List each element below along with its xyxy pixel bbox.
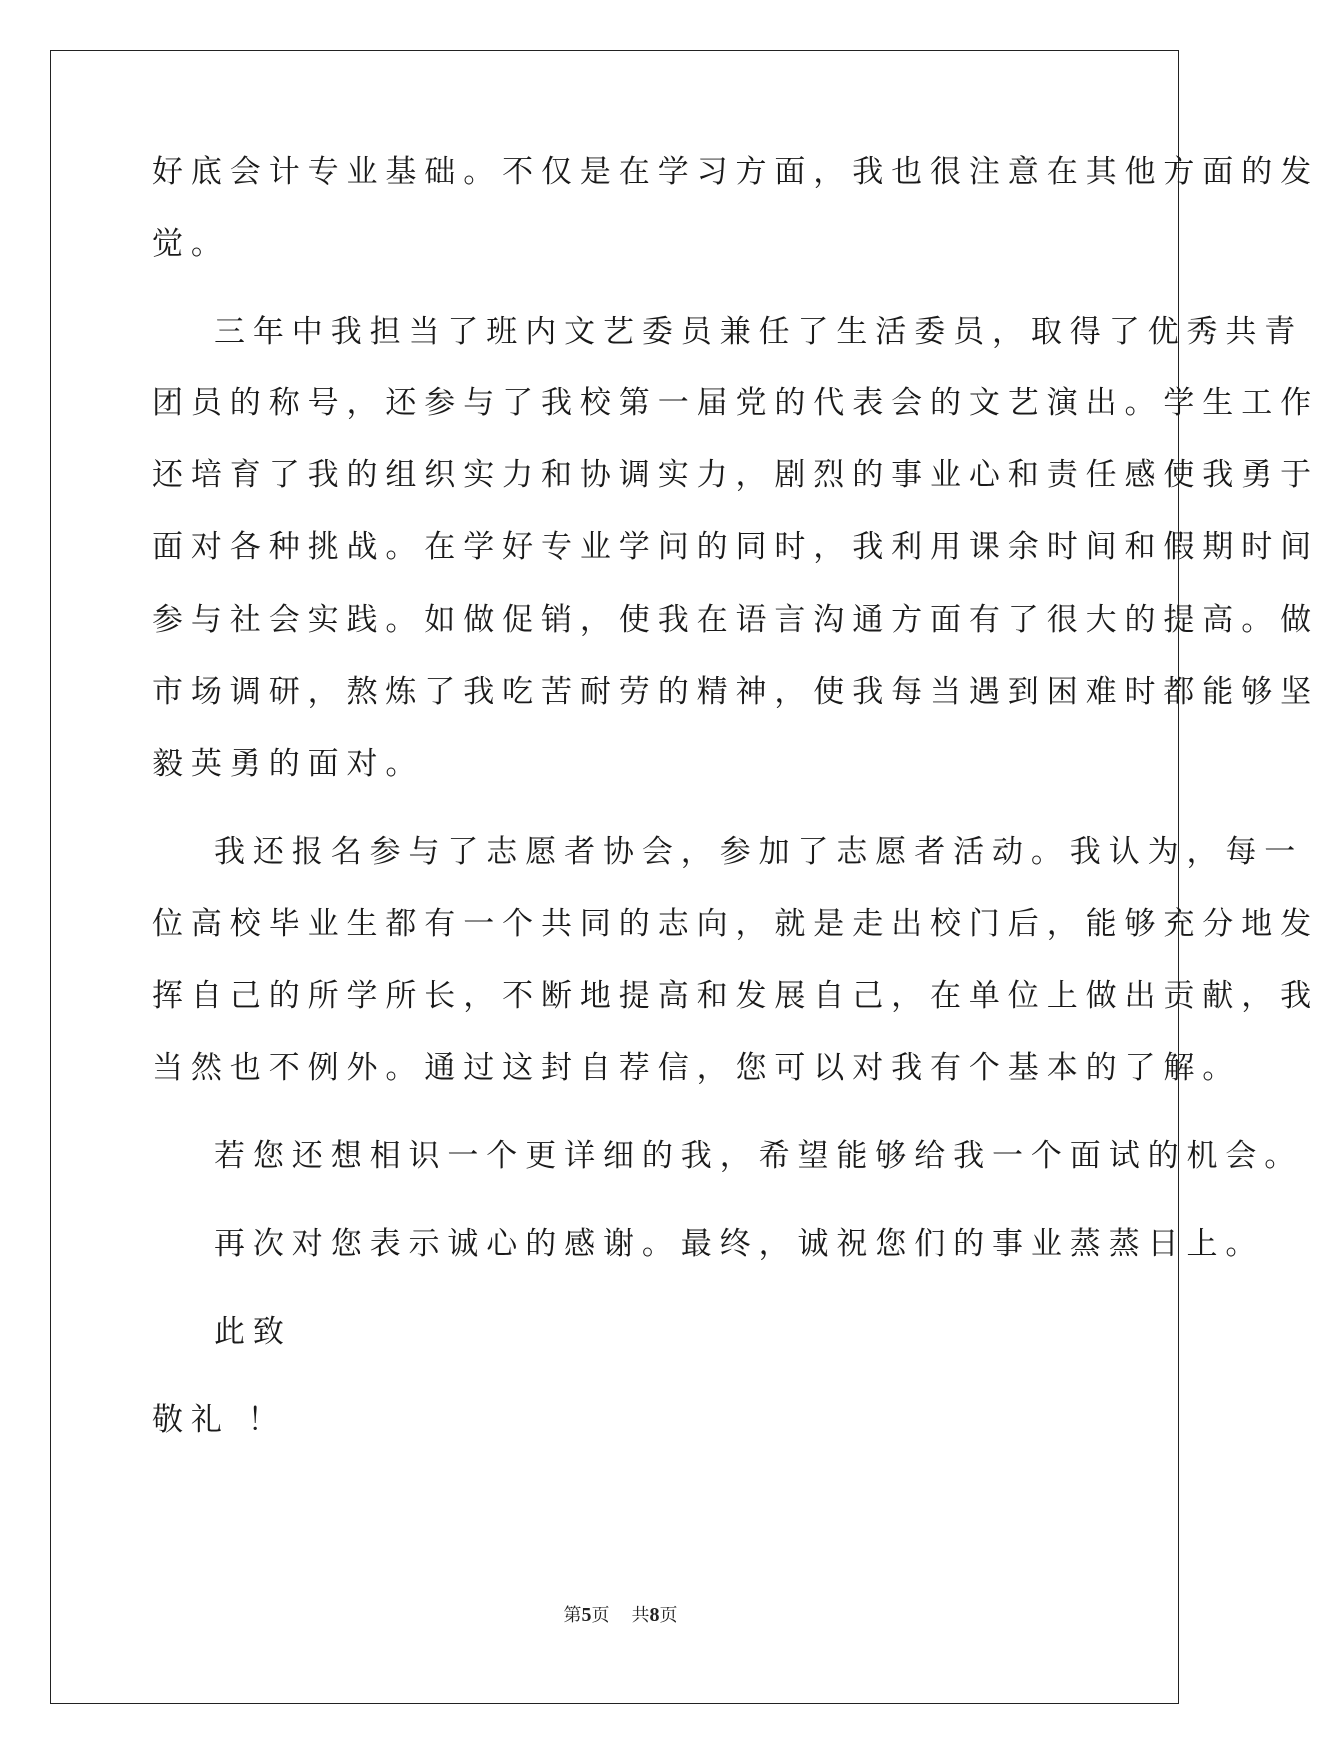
text-line: 市场调研，熬炼了我吃苦耐劳的精神，使我每当遇到困难时都能够坚 (152, 674, 1319, 710)
footer-page-prefix: 第 (563, 1605, 582, 1626)
footer-page-total: 8 (649, 1604, 660, 1626)
text-line: 面对各种挑战。在学好专业学问的同时，我利用课余时间和假期时间 (152, 529, 1319, 565)
text-line: 还培育了我的组织实力和协调实力，剧烈的事业心和责任感使我勇于 (152, 457, 1319, 493)
footer-page-current: 5 (581, 1604, 592, 1626)
text-line: 当然也不例外。通过这封自荐信，您可以对我有个基本的了解。 (152, 1050, 1242, 1086)
footer-total-prefix: 共 (631, 1605, 650, 1626)
footer-total-suffix: 页 (659, 1605, 678, 1626)
text-line: 三年中我担当了班内文艺委员兼任了生活委员，取得了优秀共青 (214, 314, 1304, 350)
text-line: 再次对您表示诚心的感谢。最终，诚祝您们的事业蒸蒸日上。 (214, 1226, 1265, 1262)
text-line: 觉。 (152, 226, 230, 262)
text-line: 敬礼 ！ (152, 1402, 287, 1438)
text-line: 毅英勇的面对。 (152, 746, 425, 782)
text-line: 挥自己的所学所长，不断地提高和发展自己，在单位上做出贡献，我 (152, 978, 1319, 1014)
page-border (50, 50, 1319, 1704)
text-line: 若您还想相识一个更详细的我，希望能够给我一个面试的机会。 (214, 1138, 1304, 1174)
page-footer (0, 1603, 1241, 1628)
footer-page-mid: 页 (591, 1605, 610, 1626)
text-line: 我还报名参与了志愿者协会，参加了志愿者活动。我认为，每一 (214, 834, 1304, 870)
text-line: 团员的称号，还参与了我校第一届党的代表会的文艺演出。学生工作 (152, 385, 1319, 421)
text-line: 好底会计专业基础。不仅是在学习方面，我也很注意在其他方面的发 (152, 154, 1319, 190)
text-line: 此致 (214, 1314, 292, 1350)
text-line: 参与社会实践。如做促销，使我在语言沟通方面有了很大的提高。做 (152, 602, 1319, 638)
text-line: 位高校毕业生都有一个共同的志向，就是走出校门后，能够充分地发 (152, 906, 1319, 942)
